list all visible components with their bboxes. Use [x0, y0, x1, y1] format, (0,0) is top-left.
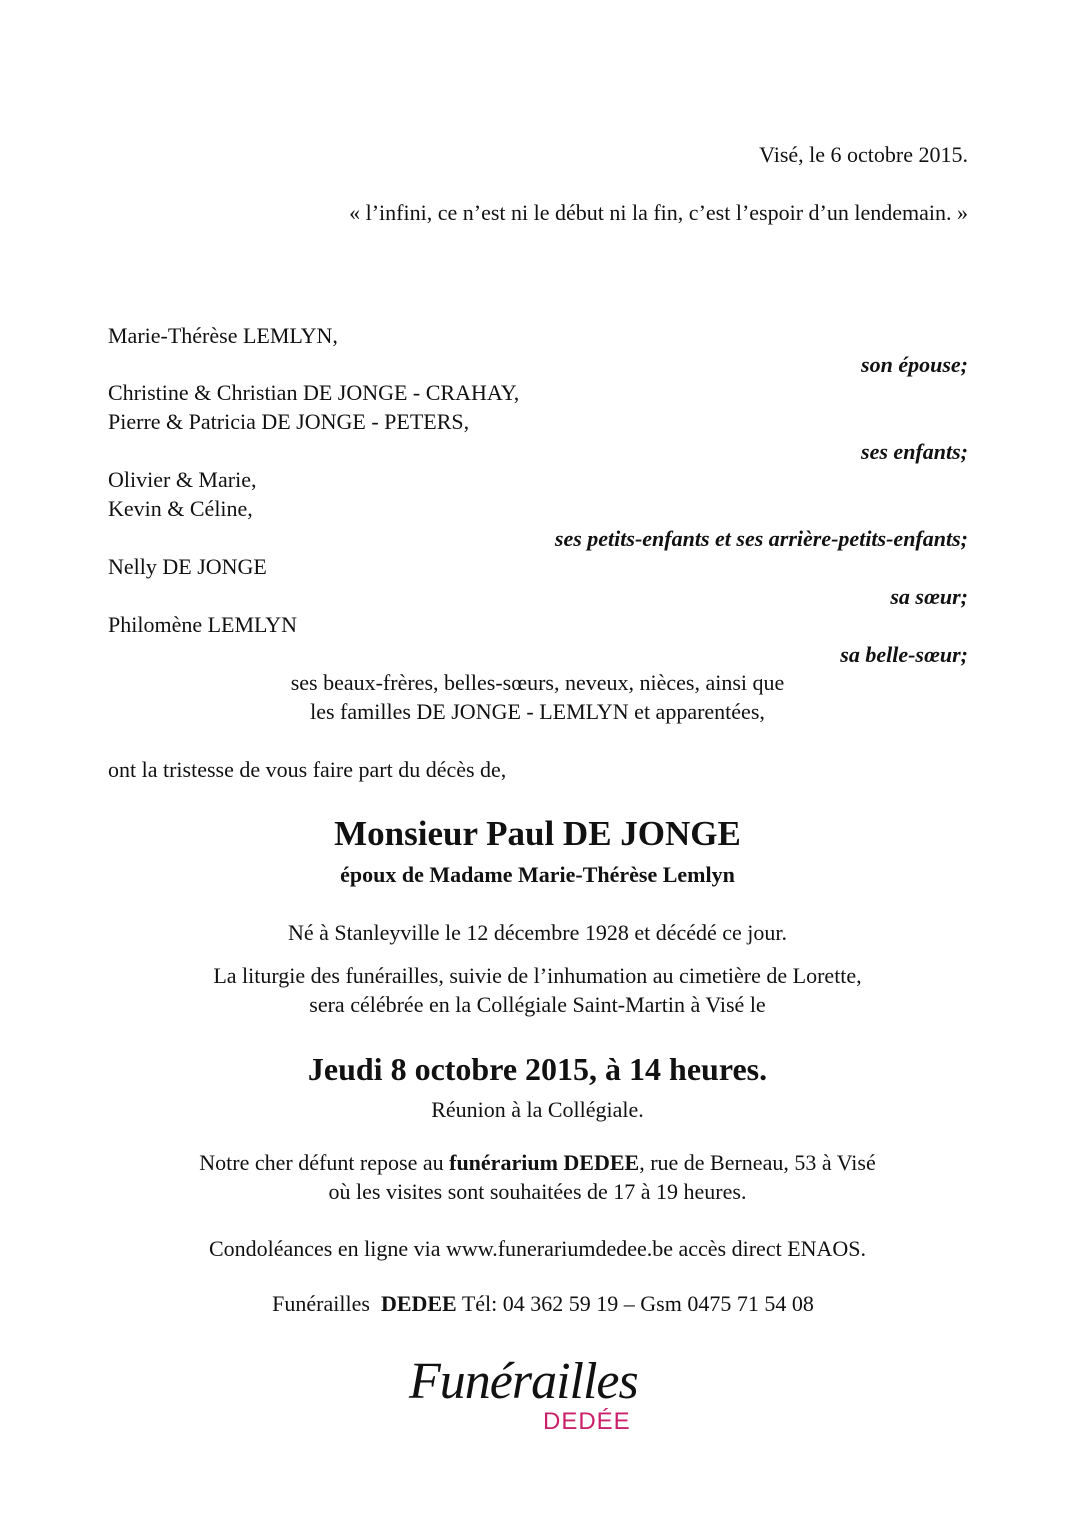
- logo-script-text: Funérailles: [409, 1353, 638, 1410]
- others-line-2: les familles DE JONGE - LEMLYN et apparentées,: [310, 699, 765, 724]
- meeting-line: Réunion à la Collégiale.: [431, 1097, 644, 1122]
- phone-brand: DEDEE: [380, 1291, 457, 1316]
- child-1: Christine & Christian DE JONGE - CRAHAY,: [108, 380, 520, 405]
- liturgy-line-2: sera célébrée en la Collégiale Saint-Martin à Visé le: [309, 992, 766, 1017]
- deceased-subtitle: époux de Madame Marie-Thérèse Lemlyn: [340, 862, 735, 887]
- sister-role: sa sœur;: [890, 584, 968, 609]
- children-role: ses enfants;: [861, 439, 968, 464]
- grandchildren-role: ses petits-enfants et ses arrière-petits-enfants;: [554, 526, 968, 551]
- intro-line: ont la tristesse de vous faire part du décès de,: [108, 757, 507, 782]
- others-line-1: ses beaux-frères, belles-sœurs, neveux, nièces, ainsi que: [290, 670, 785, 695]
- grandchild-1: Olivier & Marie,: [108, 467, 257, 492]
- phone-text-after: Tél: 04 362 59 19 – Gsm 0475 71 54 08: [456, 1291, 814, 1316]
- visits-text-before: Notre cher défunt repose au: [199, 1150, 450, 1175]
- deceased-name: Monsieur Paul DE JONGE: [334, 814, 741, 853]
- visits-line-1: [0, 1150, 1075, 1176]
- visits-line-2: où les visites sont souhaitées de 17 à 19 heures.: [328, 1179, 747, 1204]
- funerarium-name: funérarium DEDEE: [449, 1150, 640, 1175]
- condolences-line: Condoléances en ligne via www.funerariumdedee.be accès direct ENAOS.: [208, 1236, 867, 1261]
- birth-line: Né à Stanleyville le 12 décembre 1928 et décédé ce jour.: [287, 920, 788, 945]
- spouse-role: son épouse;: [861, 352, 968, 377]
- ceremony-date: Jeudi 8 octobre 2015, à 14 heures.: [307, 1051, 768, 1087]
- child-2: Pierre & Patricia DE JONGE - PETERS,: [108, 409, 470, 434]
- spouse-name: Marie-Thérèse LEMLYN,: [108, 323, 338, 348]
- logo-brand-text: DEDÉE: [543, 1408, 631, 1435]
- grandchild-2: Kevin & Céline,: [108, 496, 253, 521]
- phone-line: [0, 1265, 1075, 1317]
- quote: « l’infini, ce n’est ni le début ni la fin, c’est l’espoir d’un lendemain. »: [349, 200, 968, 225]
- liturgy-line-1: La liturgie des funérailles, suivie de l’inhumation au cimetière de Lorette,: [213, 963, 862, 988]
- sister-name: Nelly DE JONGE: [108, 554, 267, 579]
- sister-in-law-name: Philomène LEMLYN: [108, 612, 298, 637]
- visits-text-after: , rue de Berneau, 53 à Visé: [639, 1150, 876, 1175]
- date-line: Visé, le 6 octobre 2015.: [759, 142, 968, 167]
- sister-in-law-role: sa belle-sœur;: [840, 642, 968, 667]
- company-logo: [405, 1352, 665, 1442]
- phone-text-before: Funérailles: [272, 1291, 381, 1316]
